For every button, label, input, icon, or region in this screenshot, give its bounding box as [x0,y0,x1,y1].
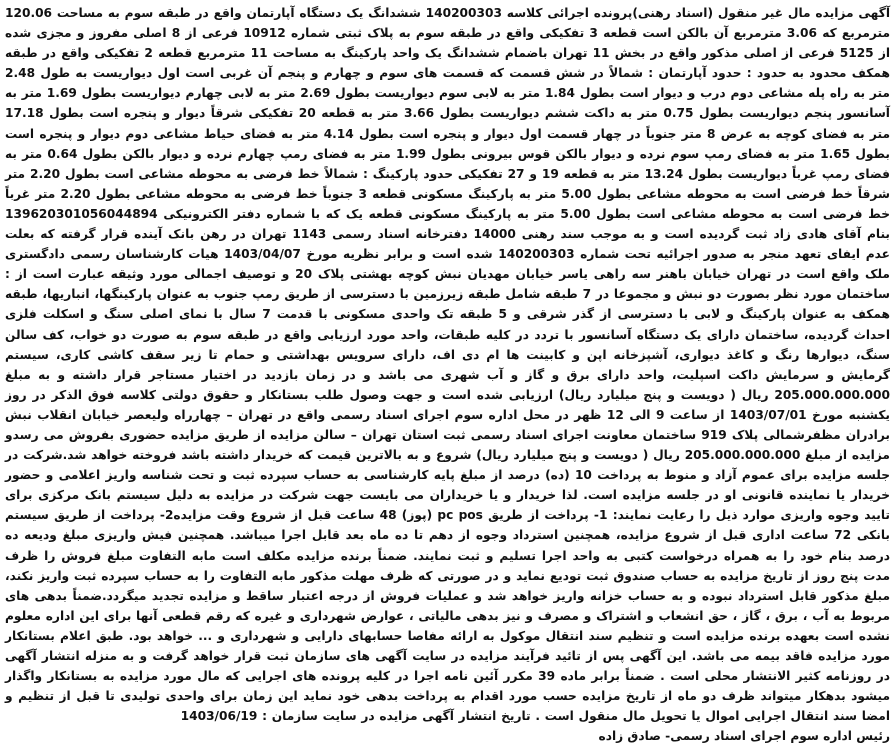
notice-body-text: آگهی مزایده مال غیر منقول (اسناد رهنی)پرونده اجرائی کلاسه 140200303 ششدانگ یک دستگاه آپارتمان واقع در طبقه سوم به مساحت 120.06 مترمربع که 3.06 مترمربع آن بالکن است قطعه 3 تفکیکی واقع در طبقه سوم به پلاک ثبتی شماره 10912 فرعی از 8 اصلی مفروز و مجزی شده از 5125 فرعی از اصلی مذکور واقع در بخش 11 تهران باضمام ششدانگ یک واحد پارکینگ به مساحت 11 مترمربع قطعه 2 تفکیکی واقع در طبقه همکف محدود به حدود : حدود آپارتمان : شمالاً در شش قسمت که قسمت های سوم و چهارم و پنجم آن غربی است اول دیواریست به طول 2.48 متر به راه پله مشاعی دوم درب و دیوار است بطول 1.84 متر به لابی سوم دیواریست بطول 2.69 متر به لابی چهارم دیواریست بطول 1.69 متر به آسانسور پنجم دیواریست بطول 0.75 متر به داکت ششم دیواریست بطول 3.66 متر به قطعه 20 تفکیکی شرقاً دیوار و پنجره است بطول 17.18 متر به فضای کوچه به عرض 8 متر جنوباً در چهار قسمت اول دیوار و پنجره است بطول 4.14 متر به فضای حیاط مشاعی دوم دیوار و پنجره است بطول 1.65 متر به فضای رمپ سوم نرده و دیوار بالکن قوس بیرونی بطول 1.99 متر به فضای رمپ چهارم نرده و دیوار بالکن بطول 0.64 متر به فضای رمپ غرباً دیواریست بطول 13.24 متر به قطعه 19 و 27 تفکیکی حدود پارکینگ : شمالاً خط فرضی به محوطه مشاعی است بطول 2.20 متر شرقاً خط فرضی است به محوطه مشاعی بطول 5.00 متر به پارکینگ مسکونی قطعه 3 جنوباً خط فرضی به محوطه مشاعی بطول 2.20 متر غرباً خط فرضی است به محوطه مشاعی است بطول 5.00 متر به پارکینگ مسکونی قطعه یک که با شماره دفتر الکترونیکی 139620301056044894 بنام آقای هادی زاد ثبت گردیده است و به موجب سند رهنی 14000 دفترخانه اسناد رسمی 1143 تهران در رهن بانک آینده قرار گرفته که بعلت عدم ایفای تعهد منجر به صدور اجرائیه تحت شماره 140200303 شده است و برابر نظریه مورخ 1403/04/07 هیات کارشناسان رسمی دادگستری ملک واقع است در تهران خیابان باهنر سه راهی یاسر خیابان مهدیان نبش کوچه بهشتی پلاک 20 و توصیف اجمالی مورد وثیقه عبارت است از : ساختمان مورد نظر بصورت دو نبش و مجموعا در 7 طبقه شامل طبقه زیرزمین با دسترسی از طریق رمپ جنوب به عنوان پارکینگها، انباریها، طبقه همکف به عنوان پارکینگ و لابی با دسترسی از گذر شرقی و 5 طبقه تک واحدی مسکونی با قدمت 7 سال با نمای اصلی سنگ و اسکلت فلزی احداث گردیده، ساختمان دارای یک دستگاه آسانسور با تردد در کلیه طبقات، واحد مورد ارزیابی واقع در طبقه سوم به صورت دو خواب، کف سالن سنگ، دیوارها رنگ و کاغذ دیواری، آشپزخانه اپن و کابینت ها ام دی اف، دارای سرویس بهداشتی و حمام تا زیر سقف کاشی کاری، سیستم گرمایش و سرمایش داکت اسپلیت، واحد دارای برق و گاز و آب شهری می باشد و در زمان بازدید در اختیار مستاجر قرار داشته و به مبلغ 205.000.000.000 ریال ( دویست و پنج میلیارد ریال) ارزیابی شده است و جهت وصول طلب بستانکار و حقوق دولتی کلاسه فوق الذکر در روز یکشنبه مورخ 1403/07/01 از ساعت 9 الی 12 ظهر در محل اداره سوم اجرای اسناد رسمی واقع در تهران – چهارراه ولیعصر خیابان انقلاب نبش برادران مظفرشمالی پلاک 919 ساختمان معاونت اجرای اسناد رسمی ثبت استان تهران – سالن مزایده از طریق مزایده حضوری بفروش می رسدو مزایده از مبلغ 205.000.000.000 ریال ( دویست و پنج میلیارد ریال) شروع و به بالاترین قیمت که خریدار داشته باشد فروخته خواهد شد.شرکت در جلسه مزایده برای عموم آزاد و منوط به پرداخت 10 (ده) درصد از مبلغ پایه کارشناسی به حساب سپرده ثبت و تحت شناسه واریز اعلامی و حضور خریدار یا نماینده قانونی او در جلسه مزایده است. لذا خریدار و یا خریداران می بایست جهت شرکت در مزایده به دلیل سیستم بانک مرکزی برای تایید وجوه واریزی موارد ذیل را رعایت نمایند: 1- پرداخت از طریق pc pos (پوز) 48 ساعت قبل از شروع وقت مزایده2- پرداخت از طریق سیستم بانکی 72 ساعت اداری قبل از شروع مزایده، همچنین استرداد وجوه از دهم تا ده ماه بعد قابل اجرا میباشد. همچنین فیش واریزی مبلغ ودیعه ده درصد بنام خود را به همراه درخواست کتبی به واحد اجرا تسلیم و ثبت نمایند. ضمناً برنده مزایده مکلف است مابه التفاوت مبلغ فروش را ظرف مدت پنج روز از تاریخ مزایده به حساب صندوق ثبت تودیع نماید و در صورتی که ظرف مهلت مذکور مابه التفاوت را به حساب سپرده ثبت واریز نکند، مبلغ مذکور قابل استرداد نبوده و به حساب خزانه واریز خواهد شد و عملیات فروش از درجه اعتبار ساقط و مزایده تجدید میگردد.ضمناً بدهی های مربوط به آب ، برق ، گاز ، حق انشعاب و اشتراک و مصرف و نیز بدهی مالیاتی ، عوارض شهرداری و غیره که رقم قطعی آنها برای این اداره معلوم نشده است بعهده برنده مزایده است و تنظیم سند انتقال موکول به ارائه مفاصا حسابهای دارایی و شهرداری و ... خواهد بود. طبق اعلام بستانکار مورد مزایده فاقد بیمه می باشد. این آگهی پس از تائید فرآیند مزایده در سایت آگهی های سازمان ثبت قرار خواهد گرفت و به منزله انتشار آگهی در روزنامه کثیر الانتشار محلی است . ضمناً برابر ماده 39 مکرر آئین نامه اجرا در کلیه پرونده های اجرایی که مال مورد مزایده به بستانکار واگذار میشود بدهکار میتواند ظرف دو ماه از تاریخ مزایده حسب مورد اقدام به پرداخت بدهی خود نماید این زمان برای واحدی تولیدی تا قبل از تنظیم و امضا سند انتقال اجرایی اموال یا تحویل مال منقول است . تاریخ انتشار آگهی مزایده در سایت سازمان : 1403/06/19 [5,6,891,724]
notice-signature: رئیس اداره سوم اجرای اسناد رسمی- صادق زاده [598,729,890,744]
